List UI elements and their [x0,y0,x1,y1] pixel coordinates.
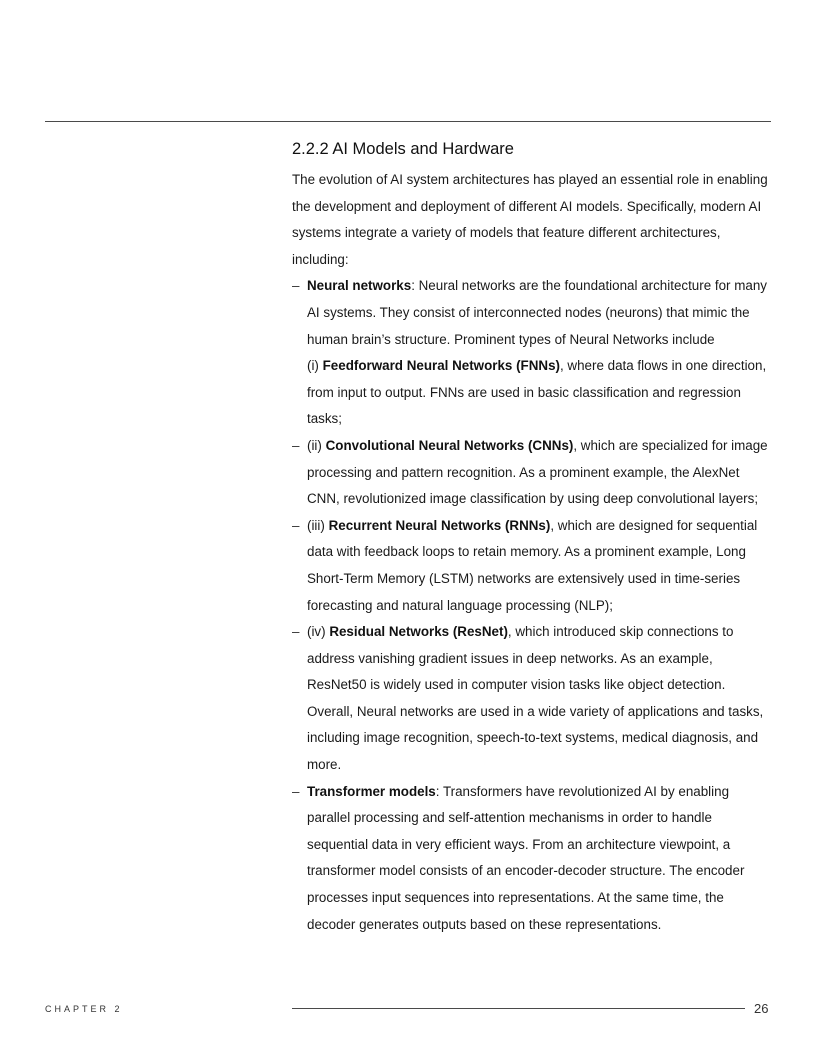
sub-prefix: (i) [307,358,323,374]
bullet-rnn [292,513,772,619]
sub-text: , where data flows in one direction, from input to output. FNNs are used in basic classification and regression tasks; [307,358,767,427]
dash-marker: – [292,278,300,294]
page-number: 26 [754,1001,769,1016]
dash-marker: – [292,437,300,453]
bullet-prefix: (iv) [307,624,330,640]
term-fnn: Feedforward Neural Networks (FNNs) [322,358,560,374]
bullet-prefix: (iii) [307,517,329,533]
term-rnn: Recurrent Neural Networks (RNNs) [328,517,551,533]
term-resnet: Residual Networks (ResNet) [329,624,508,640]
dash-marker: – [292,783,300,799]
footer-rule [292,1008,745,1009]
header-rule [45,121,771,122]
bullet-resnet [292,619,772,779]
bullet-prefix: (ii) [307,437,326,453]
term-transformer: Transformer models [307,783,436,799]
term-cnn: Convolutional Neural Networks (CNNs) [325,437,574,453]
dash-marker: – [292,517,300,533]
section-title: 2.2.2 AI Models and Hardware [292,140,514,158]
bullet-text: : Neural networks are the foundational architecture for many AI systems. They consist of interconnected nodes (neurons) that mimic the human brain’s structure. Prominent types of Neural Networks include [307,278,767,347]
bullet-text: : Transformers have revolutionized AI by enabling parallel processing and self-attention mechanisms in order to handle sequential data in very efficient ways. From an architecture viewpoint, a transformer model consists of an encoder-decoder structure. The encoder processes input sequences into representations. At the same time, the decoder generates outputs based on these representations. [307,783,745,932]
bullet-cnn [292,433,772,513]
term-neural-networks: Neural networks [307,278,412,294]
intro-paragraph: The evolution of AI system architectures has played an essential role in enabling the development and deployment of different AI models. Specifically, modern AI systems integrate a variety of models that feature different architectures, including: [292,172,768,267]
bullet-transformer [292,779,772,939]
dash-marker: – [292,624,300,640]
bullet-text: , which introduced skip connections to address vanishing gradient issues in deep networks. As an example, ResNet50 is widely used in computer vision tasks like object detection. Overall, Neural networks are used in a wide variety of applications and tasks, including image recognition, speech-to-text systems, medical diagnosis, and more. [307,624,764,773]
bullet-neural-networks [292,273,772,433]
bullet-text: , which are specialized for image processing and pattern recognition. As a prominent example, the AlexNet CNN, revolutionized image classification by using deep convolutional layers; [307,437,768,507]
bullet-text: , which are designed for sequential data with feedback loops to retain memory. As a prominent example, Long Short-Term Memory (LSTM) networks are extensively used in time-series forecasting and natural language processing (NLP); [307,517,758,613]
section-body [292,137,772,938]
chapter-label: CHAPTER 2 [45,1004,123,1014]
